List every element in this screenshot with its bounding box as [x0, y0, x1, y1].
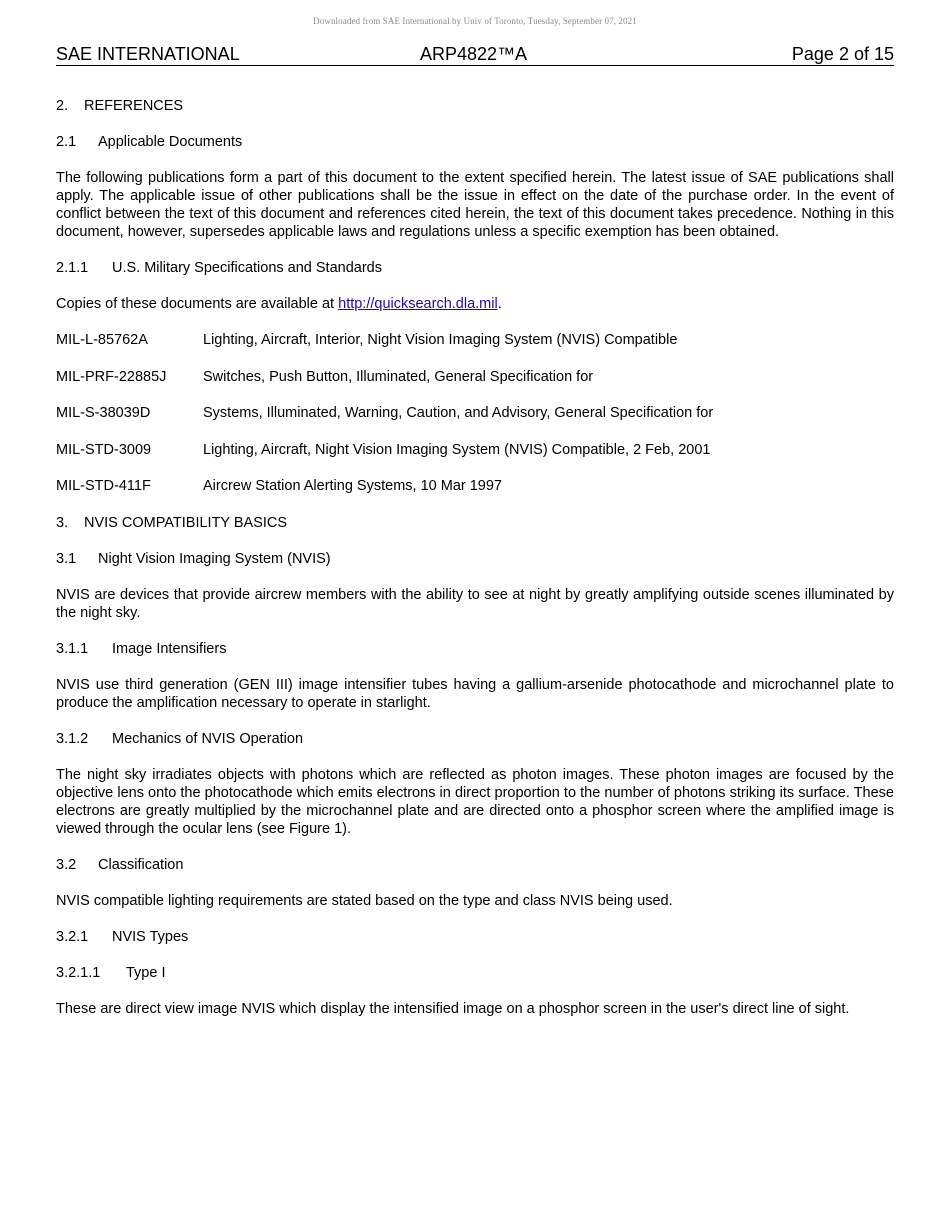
copies-suffix: . [497, 296, 502, 312]
quicksearch-link[interactable]: http://quicksearch.dla.mil [338, 296, 498, 312]
section-number: 3. [56, 514, 69, 531]
section-title: NVIS COMPATIBILITY BASICS [84, 514, 288, 531]
military-references-list [56, 331, 894, 495]
reference-row [56, 368, 894, 386]
reference-code: MIL-PRF-22885J [56, 368, 167, 385]
reference-row [56, 404, 894, 422]
copies-prefix: Copies of these documents are available at [56, 296, 339, 312]
section-3-1-heading [56, 550, 894, 568]
header-document-id: ARP4822™A [420, 44, 528, 64]
section-number: 3.2 [56, 856, 77, 873]
section-number: 3.1.1 [56, 640, 89, 657]
reference-title: Lighting, Aircraft, Interior, Night Vision Imaging System (NVIS) Compatible [203, 332, 678, 348]
section-number: 3.2.1.1 [56, 964, 101, 981]
document-body [56, 97, 894, 1036]
section-title: Night Vision Imaging System (NVIS) [98, 550, 331, 567]
section-number: 3.1 [56, 550, 77, 567]
reference-code: MIL-S-38039D [56, 405, 151, 422]
reference-row [56, 331, 894, 349]
applicable-documents-paragraph: The following publications form a part of this document to the extent specified herein. The latest issue of SAE publications shall apply. The applicable issue of other publications shall be the issue in effect on the date of the purchase order. In the event of conflict between the text of this document and references cited herein, the text of this document takes precedence. Nothing in this document, however, supersedes applicable laws and regulations unless a specific exemption has been obtained. [56, 170, 894, 240]
section-3-1-2-heading [56, 730, 894, 748]
download-watermark: Downloaded from SAE International by Univ of Toronto, Tuesday, September 07, 2021 [313, 16, 637, 26]
image-intensifiers-paragraph: NVIS use third generation (GEN III) image intensifier tubes having a gallium-arsenide photocathode and microchannel plate to produce the amplification necessary to operate in starlight. [56, 676, 894, 711]
reference-code: MIL-L-85762A [56, 332, 148, 348]
reference-title: Switches, Push Button, Illuminated, General Specification for [203, 368, 594, 385]
section-number: 3.1.2 [56, 730, 89, 747]
section-title: Applicable Documents [98, 134, 243, 150]
nvis-definition-paragraph: NVIS are devices that provide aircrew members with the ability to see at night by greatly amplifying outside scenes illuminated by the night sky. [56, 586, 894, 621]
reference-title: Lighting, Aircraft, Night Vision Imaging System (NVIS) Compatible, 2 Feb, 2001 [203, 441, 711, 458]
section-number: 2.1 [56, 134, 77, 150]
section-number: 3.2.1 [56, 928, 89, 945]
section-title: Image Intensifiers [112, 640, 227, 657]
section-2-heading [56, 97, 894, 115]
section-title: Type I [126, 964, 166, 981]
type-i-paragraph: These are direct view image NVIS which display the intensified image on a phosphor screen in the user's direct line of sight. [56, 1000, 850, 1017]
reference-title: Systems, Illuminated, Warning, Caution, and Advisory, General Specification for [203, 405, 714, 422]
section-number: 2. [56, 98, 69, 114]
header-organization: SAE INTERNATIONAL [56, 44, 240, 64]
section-title: REFERENCES [84, 98, 184, 114]
section-title: U.S. Military Specifications and Standards [112, 260, 382, 276]
classification-paragraph: NVIS compatible lighting requirements are stated based on the type and class NVIS being used. [56, 892, 673, 909]
copies-availability-paragraph [56, 295, 894, 313]
section-title: Mechanics of NVIS Operation [112, 730, 304, 747]
header-page-number: Page 2 of 15 [791, 44, 894, 64]
section-3-2-1-1-heading [56, 964, 894, 982]
section-title: Classification [98, 856, 184, 873]
section-3-1-1-heading [56, 640, 894, 658]
section-number: 2.1.1 [56, 260, 89, 276]
section-title: NVIS Types [112, 928, 189, 945]
reference-title: Aircrew Station Alerting Systems, 10 Mar 1997 [203, 478, 502, 495]
section-3-2-1-heading [56, 928, 894, 946]
section-2-1-heading [56, 133, 894, 151]
reference-row [56, 441, 894, 459]
section-2-1-1-heading [56, 259, 894, 277]
page-header [56, 44, 894, 66]
reference-code: MIL-STD-3009 [56, 441, 152, 458]
nvis-mechanics-paragraph: The night sky irradiates objects with photons which are reflected as photon images. These photon images are focused by the objective lens onto the photocathode which emits electrons in direct proportion to the number of photons striking its surface. These electrons are greatly multiplied by the microchannel plate and are directed onto a phosphor screen where the amplified image is viewed through the ocular lens (see Figure 1). [56, 766, 894, 837]
section-3-2-heading [56, 856, 894, 874]
reference-row [56, 477, 894, 495]
reference-code: MIL-STD-411F [56, 478, 151, 495]
section-3-heading [56, 514, 894, 532]
